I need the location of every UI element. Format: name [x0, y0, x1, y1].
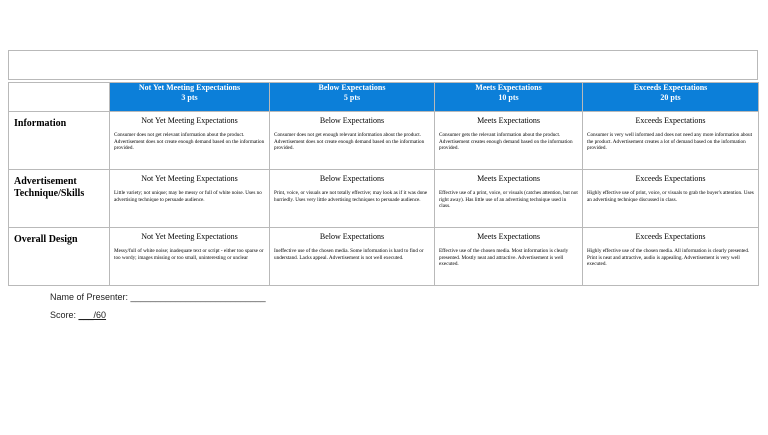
cell: Below Expectations Print, voice, or visuals are not totally effective; may look as if it was done hurriedly. Uses very little advertising techniques to persuade audience. — [270, 170, 435, 228]
header-not-yet: Not Yet Meeting Expectations 3 pts — [110, 83, 270, 112]
cell: Meets Expectations Effective use of the chosen media. Most information is clearly presented. Mostly neat and attractive. Advertisement is well executed. — [435, 228, 583, 286]
row-information — [9, 112, 759, 170]
score-value[interactable]: ___/60 — [78, 310, 107, 320]
score-line — [50, 310, 106, 320]
cell: Below Expectations Ineffective use of the chosen media. Some information is hard to find or understand. Lacks appeal. Advertisement is not well executed. — [270, 228, 435, 286]
score-label: Score: — [50, 310, 79, 320]
cell: Exceeds Expectations Highly effective use of print, voice, or visuals to grab the buyer's attention. Uses an advertising technique discussed in class. — [583, 170, 759, 228]
cell: Exceeds Expectations Consumer is very well informed and does not need any more information about the product. Advertisement creates a lot of demand based on the information provided. — [583, 112, 759, 170]
cell: Not Yet Meeting Expectations Messy/full of white noise; inadequate text or script - either too sparse or too wordy; images missing or too small, uninteresting or unclear — [110, 228, 270, 286]
header-corner — [9, 83, 110, 112]
row-advertisement — [9, 170, 759, 228]
cell: Meets Expectations Consumer gets the relevant information about the product. Advertisement creates enough demand based on the information provided. — [435, 112, 583, 170]
presenter-label: Name of Presenter: — [50, 292, 131, 302]
cell: Not Yet Meeting Expectations Little variety; not unique; may be messy or full of white noise. Uses no advertising technique to persuade audience. — [110, 170, 270, 228]
cell: Not Yet Meeting Expectations Consumer does not get relevant information about the product. Advertisement does not create enough demand based on the information provided. — [110, 112, 270, 170]
presenter-line — [50, 292, 266, 302]
cell: Exceeds Expectations Highly effective use of the chosen media. All information is clearly presented. Print is neat and attractive, audio is appealing. Advertisement is very well executed. — [583, 228, 759, 286]
rubric-table — [8, 82, 759, 286]
header-meets: Meets Expectations 10 pts — [435, 83, 583, 112]
presenter-blank[interactable]: ___________________________ — [130, 292, 266, 302]
header-below: Below Expectations 5 pts — [270, 83, 435, 112]
row-label: Overall Design — [9, 228, 110, 286]
title-box — [8, 50, 758, 80]
row-overall-design — [9, 228, 759, 286]
header-row — [9, 83, 759, 112]
row-label: Information — [9, 112, 110, 170]
cell: Below Expectations Consumer does not get enough relevant information about the product. Advertisement does not create enough demand based on the information provided. — [270, 112, 435, 170]
cell: Meets Expectations Effective use of a print, voice, or visuals (catches attention, but not right away). Has little use of an advertising technique used in class. — [435, 170, 583, 228]
row-label: Advertisement Technique/Skills — [9, 170, 110, 228]
header-exceeds: Exceeds Expectations 20 pts — [583, 83, 759, 112]
